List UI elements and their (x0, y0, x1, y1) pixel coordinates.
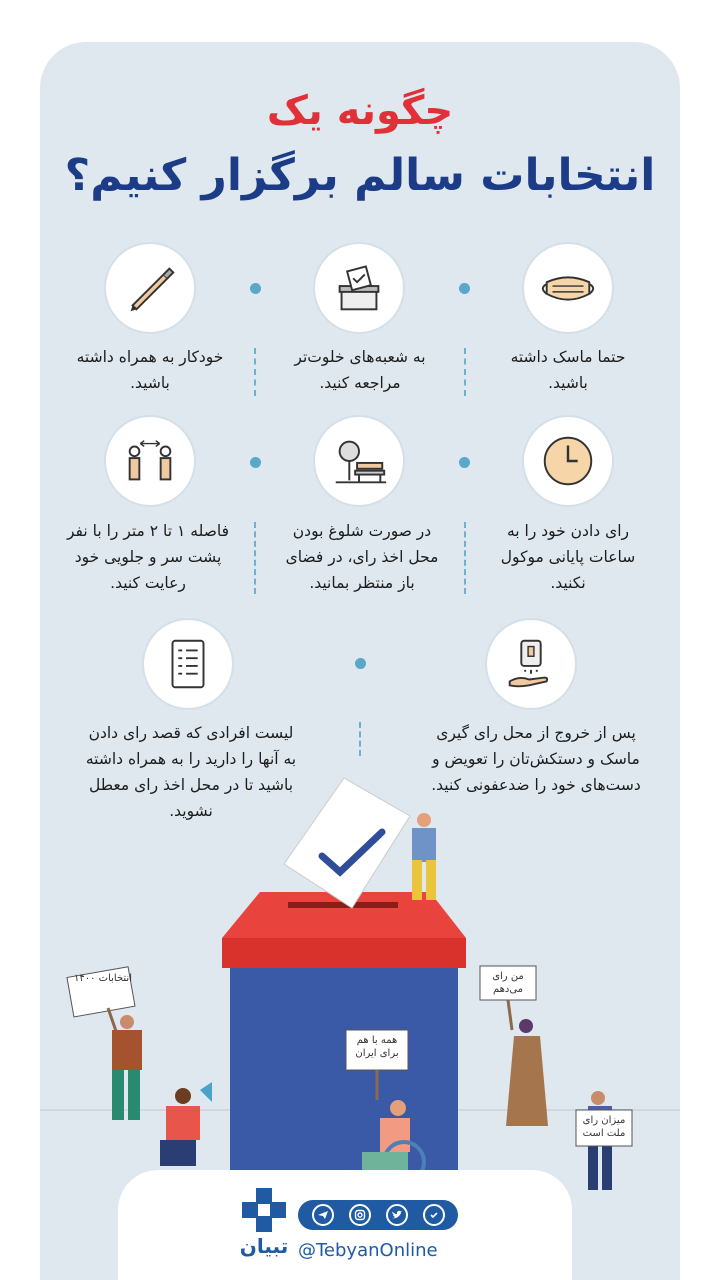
logo-name: تبیان (239, 1234, 289, 1258)
separator-dash (464, 522, 466, 594)
telegram-icon[interactable] (312, 1204, 334, 1226)
title-line-1: چگونه یک (266, 88, 454, 134)
clock-icon (522, 415, 614, 507)
separator-dot (355, 658, 366, 669)
face-mask-icon (522, 242, 614, 334)
sign-center-text: همه با هم برای ایران (355, 1035, 399, 1059)
social-links (298, 1200, 458, 1230)
sign-right-top-text: من رای می‌دهم (492, 971, 524, 995)
tip-pen: خودکار به همراه داشته باشید. (76, 348, 224, 392)
separator-dash (254, 522, 256, 594)
tip-candidate-list: لیست افرادی که قصد رای دادن به آنها را دارید را به همراه داشته باشید تا در محل اخذ رای معطل نشوید. (85, 724, 297, 820)
sign-left-text: انتخابات ۱۴۰۰ (74, 973, 132, 984)
separator-dot (250, 457, 261, 468)
social-handle[interactable]: @TebyanOnline (298, 1240, 438, 1261)
ballot-box-icon (313, 242, 405, 334)
tip-distance: فاصله ۱ تا ۲ متر را با نفر پشت سر و جلویی خود رعایت کنید. (67, 522, 229, 592)
park-bench-icon (313, 415, 405, 507)
tip-mask: حتما ماسک داشته باشید. (510, 348, 626, 392)
tebyan-logo-icon (236, 1186, 292, 1234)
title-line-2: انتخابات سالم برگزار کنیم؟ (64, 150, 656, 201)
tip-sanitize: پس از خروج از محل رای گیری ماسک و دستکش‌تان را تعویض و دست‌های خود را ضدعفونی کنید. (431, 724, 641, 794)
twitter-icon[interactable] (386, 1204, 408, 1226)
hand-sanitizer-icon (485, 618, 577, 710)
check-badge-icon[interactable] (423, 1204, 445, 1226)
separator-dot (459, 457, 470, 468)
sign-right-bottom-text: میزان رای ملت است (582, 1115, 626, 1139)
instagram-icon[interactable] (349, 1204, 371, 1226)
separator-dot (250, 283, 261, 294)
separator-dash (464, 348, 466, 396)
tip-voting-time: رای دادن خود را به ساعات پایانی موکول نکنید. (500, 522, 636, 592)
separator-dot (459, 283, 470, 294)
checklist-icon (142, 618, 234, 710)
separator-dash (254, 348, 256, 396)
pen-icon (104, 242, 196, 334)
separator-dash (359, 722, 361, 756)
tip-wait-outside: در صورت شلوغ بودن محل اخذ رای، در فضای باز منتظر بمانید. (285, 522, 439, 592)
social-distance-icon (104, 415, 196, 507)
tip-quiet-branch: به شعبه‌های خلوت‌تر مراجعه کنید. (294, 348, 426, 392)
